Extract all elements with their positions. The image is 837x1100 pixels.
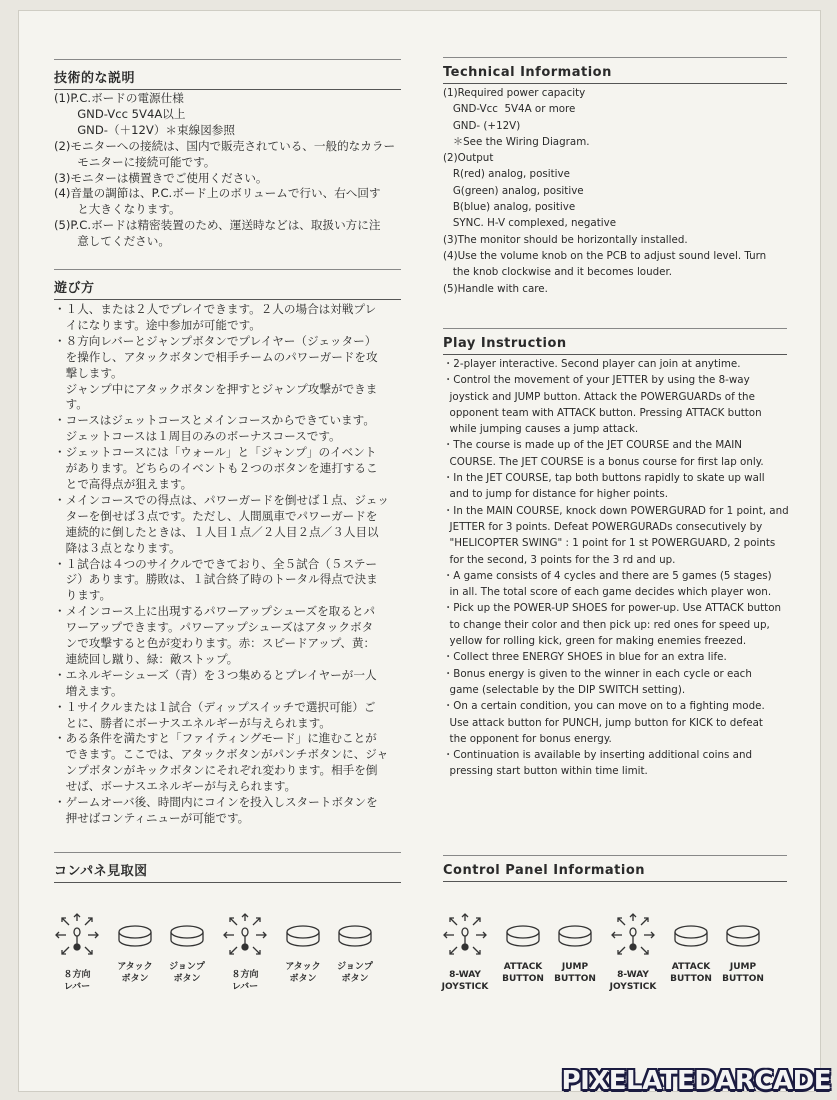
en-play-line: while jumping causes a jump attack. [443, 423, 639, 436]
joystick-icon [52, 911, 102, 961]
en-play-line: ・The course is made up of the JET COURSE and the MAIN [443, 439, 742, 452]
jp-attack-button [107, 911, 163, 985]
joystick-icon [440, 911, 490, 961]
en-play-line: in all. The total score of each game decides which player won. [443, 586, 772, 599]
en-tech-line: ＊See the Wiring Diagram. [443, 135, 590, 148]
jp-cp-header: コンパネ見取図 [54, 860, 401, 883]
en-play-line: the opponent for bonus energy. [443, 732, 612, 745]
en-tech-line: GND-Vcc 5V4A or more [443, 103, 576, 116]
jp-play-line: ジェットコースは１周目のみのボーナスコースです。 [54, 429, 341, 444]
joystick-icon [220, 911, 270, 961]
jp-play-line: ・コースはジェットコースとメインコースからできています。 [54, 413, 375, 428]
jp-play-line: ります。 [54, 588, 112, 603]
arcade-button-icon [283, 921, 323, 951]
en-control-panel [437, 911, 807, 1001]
arcade-button-icon [671, 921, 711, 951]
control-label: ８方向 レバー [63, 970, 91, 992]
jp-play-line: ・１試合は４つのサイクルでできており、全５試合（５ステー [54, 556, 378, 571]
control-label: アタック ボタン [117, 962, 153, 984]
en-play-line: ・A game consists of 4 cycles and there are 5 games (5 stages) [443, 569, 772, 582]
en-play-list [443, 356, 789, 780]
jp-tech-line: GND-（＋12V）＊束線図参照 [54, 122, 235, 137]
arcade-button-icon [167, 921, 207, 951]
control-label: JUMP BUTTON [554, 962, 596, 984]
en-tech-line: SYNC. H-V complexed, negative [443, 217, 617, 230]
en-tech-line: (4)Use the volume knob on the PCB to adjust sound level. Turn [443, 249, 767, 262]
en-tech-line: (5)Handle with care. [443, 282, 548, 295]
en-tech-line: (1)Required power capacity [443, 87, 586, 99]
en-play-line: for the second, 3 points for the 3 rd and up. [443, 553, 676, 566]
en-tech-line: G(green) analog, positive [443, 184, 584, 197]
jp-play-line: ・ジェットコースには「ウォール」と「ジャンプ」のイベント [54, 445, 377, 460]
en-cp-header: Control Panel Information [443, 863, 787, 882]
jp-play-line: ・ゲームオーバ後、時間内にコインを投入しスタートボタンを [54, 795, 378, 810]
en-play-line: ・On a certain condition, you can move on to a fighting mode. [443, 700, 765, 713]
jp-play-line: 押せばコンティニューが可能です。 [54, 811, 250, 825]
en-play-line: pressing start button within time limit. [443, 765, 648, 778]
jp-tech-header: 技術的な説明 [54, 67, 401, 90]
en-play-line: COURSE. The JET COURSE is a bonus course for first lap only. [443, 455, 764, 468]
en-play-line: ・2-player interactive. Second player can join at anytime. [443, 358, 741, 370]
arcade-button-icon [335, 921, 375, 951]
jp-tech-line: GND-Vcc 5V4A以上 [54, 106, 186, 121]
jp-tech-line: (1)P.C.ボードの電源仕様 [54, 91, 184, 105]
jp-play-header: 遊び方 [54, 277, 401, 300]
jp-control-panel [49, 911, 419, 1001]
en-play-line: ・Continuation is available by inserting additional coins and [443, 749, 753, 762]
control-label: ATTACK BUTTON [670, 962, 712, 984]
jp-tech-line: 意してください。 [54, 234, 170, 249]
en-play-line: ・In the MAIN COURSE, knock down POWERGURAD for 1 point, and [443, 504, 789, 517]
en-play-line: "HELICOPTER SWING" : 1 point for 1 st POWERGUARD, 2 points [443, 537, 776, 550]
jp-play-line: とに、勝者にボーナスエネルギーが与えられます。 [54, 715, 331, 730]
control-label: 8-WAY JOYSTICK [609, 970, 657, 992]
jp-play-line: 連続的に倒したときは、１人目１点／２人目２点／３人目以 [54, 524, 379, 539]
arcade-button-icon [555, 921, 595, 951]
jp-play-line: 増えます。 [54, 683, 123, 698]
joystick-icon [608, 911, 658, 961]
jp-play-line: 降は３点となります。 [54, 540, 181, 555]
jp-tech-line: と大きくなります。 [54, 202, 181, 217]
en-tech-list [443, 85, 766, 297]
jp-play-line: を操作し、アタックボタンで相手チームのパワーガードを攻 [54, 349, 378, 364]
en-joystick [605, 911, 661, 993]
en-tech-line: R(red) analog, positive [443, 168, 570, 181]
jp-play-line: ワーアップできます。パワーアップシューズはアタックボタ [54, 620, 374, 635]
jp-joystick [217, 911, 273, 993]
jp-play-line: があります。どちらのイベントも２つのボタンを連打するこ [54, 461, 378, 476]
jp-tech-list [54, 91, 395, 250]
en-play-line: ・Control the movement of your JETTER by using the 8-way [443, 374, 750, 387]
en-tech-line: B(blue) analog, positive [443, 201, 576, 214]
jp-tech-line: (5)P.C.ボードは精密装置のため、運送時などは、取扱い方に注 [54, 218, 381, 233]
en-play-line: to change their color and then pick up: red ones for speed up, [443, 618, 770, 631]
jp-play-line: イになります。途中参加が可能です。 [54, 317, 261, 332]
jp-tech-line: (3)モニターは横置きでご使用ください。 [54, 170, 268, 185]
arcade-button-icon [115, 921, 155, 951]
control-label: ジョンプ ボタン [169, 962, 205, 984]
en-play-line: ・In the JET COURSE, tap both buttons rapidly to skate up wall [443, 472, 765, 485]
en-play-line: ・Bonus energy is given to the winner in each cycle or each [443, 667, 752, 680]
jp-play-line: ・１人、または２人でプレイできます。２人の場合は対戦プレ [54, 302, 377, 316]
en-play-line: ・Pick up the POWER-UP SHOES for power-up. Use ATTACK button [443, 602, 782, 615]
jp-play-line: ・メインコースでの得点は、パワーガードを倒せば１点、ジェッ [54, 492, 389, 507]
en-tech-line: GND- (+12V) [443, 119, 521, 132]
jp-play-line: ターを倒せば３点です。ただし、人間風車でパワーガードを [54, 508, 378, 523]
jp-play-line: ンで攻撃すると色が変わります。赤：スピードアップ、黄： [54, 636, 376, 651]
jp-attack-button [275, 911, 331, 985]
en-joystick [437, 911, 493, 993]
jp-play-list [54, 302, 389, 827]
jp-joystick [49, 911, 105, 993]
en-play-header: Play Instruction [443, 336, 787, 355]
jp-play-line: できます。ここでは、アタックボタンがパンチボタンに、ジャ [54, 747, 389, 762]
en-tech-line: (2)Output [443, 152, 494, 165]
en-attack-button [663, 911, 719, 985]
jp-play-line: 連続回し蹴り、緑：敵ストップ。 [54, 651, 239, 666]
en-tech-header: Technical Information [443, 65, 787, 84]
control-label: アタック ボタン [285, 962, 321, 984]
control-label: 8-WAY JOYSTICK [441, 970, 489, 992]
en-play-line: opponent team with ATTACK button. Pressing ATTACK button [443, 406, 762, 419]
jp-play-line: ・１サイクルまたは１試合（ディップスイッチで選択可能）ご [54, 699, 376, 714]
jp-tech-line: モニターに接続可能です。 [54, 154, 216, 169]
jp-play-line: ジャンプ中にアタックボタンを押すとジャンプ攻撃ができま [54, 381, 378, 396]
jp-play-line: せば、ボーナスエネルギーが与えられます。 [54, 779, 297, 794]
en-play-line: JETTER for 3 points. Defeat POWERGURADs consecutively by [443, 520, 763, 533]
en-tech-line: (3)The monitor should be horizontally installed. [443, 233, 688, 246]
control-label: ATTACK BUTTON [502, 962, 544, 984]
jp-jump-button [327, 911, 383, 985]
jp-play-line: ジ）あります。勝敗は、１試合終了時のトータル得点で決ま [54, 572, 378, 587]
jp-tech-line: (4)音量の調節は、P.C.ボード上のボリュームで行い、右へ回す [54, 186, 381, 201]
jp-jump-button [159, 911, 215, 985]
jp-play-line: す。 [54, 397, 88, 412]
en-play-line: game (selectable by the DIP SWITCH setting). [443, 683, 686, 696]
en-play-line: ・Collect three ENERGY SHOES in blue for an extra life. [443, 651, 727, 664]
jp-play-line: ・エネルギーシューズ（青）を３つ集めるとプレイヤーが一人 [54, 667, 377, 682]
en-play-line: yellow for rolling kick, green for making enemies freezed. [443, 635, 747, 648]
jp-play-line: ・メインコース上に出現するパワーアップシューズを取るとパ [54, 604, 376, 619]
control-label: ジョンプ ボタン [337, 962, 373, 984]
jp-play-line: ・ある条件を満たすと「ファイティングモード」に進むことが [54, 731, 377, 746]
jp-tech-line: (2)モニターへの接続は、国内で販売されている、一般的なカラー [54, 138, 396, 153]
jp-play-line: ・８方向レバーとジャンプボタンでプレイヤー（ジェッター） [54, 333, 377, 348]
watermark-logo: PIXELATEDARCADE [561, 1066, 831, 1096]
jp-play-line: 撃します。 [54, 365, 123, 380]
arcade-button-icon [503, 921, 543, 951]
en-play-line: Use attack button for PUNCH, jump button for KICK to defeat [443, 716, 763, 729]
jp-play-line: ンプボタンがキックボタンにそれぞれ変わります。相手を倒 [54, 763, 378, 778]
en-jump-button [547, 911, 603, 985]
en-play-line: joystick and JUMP button. Attack the POWERGUARDs of the [443, 390, 755, 403]
en-attack-button [495, 911, 551, 985]
en-tech-line: the knob clockwise and it becomes louder. [443, 266, 673, 279]
jp-play-line: とで高得点が狙えます。 [54, 476, 193, 491]
manual-page [18, 10, 821, 1092]
en-play-line: and to jump for distance for higher points. [443, 488, 668, 501]
arcade-button-icon [723, 921, 763, 951]
en-jump-button [715, 911, 771, 985]
control-label: ８方向 レバー [231, 970, 259, 992]
control-label: JUMP BUTTON [722, 962, 764, 984]
